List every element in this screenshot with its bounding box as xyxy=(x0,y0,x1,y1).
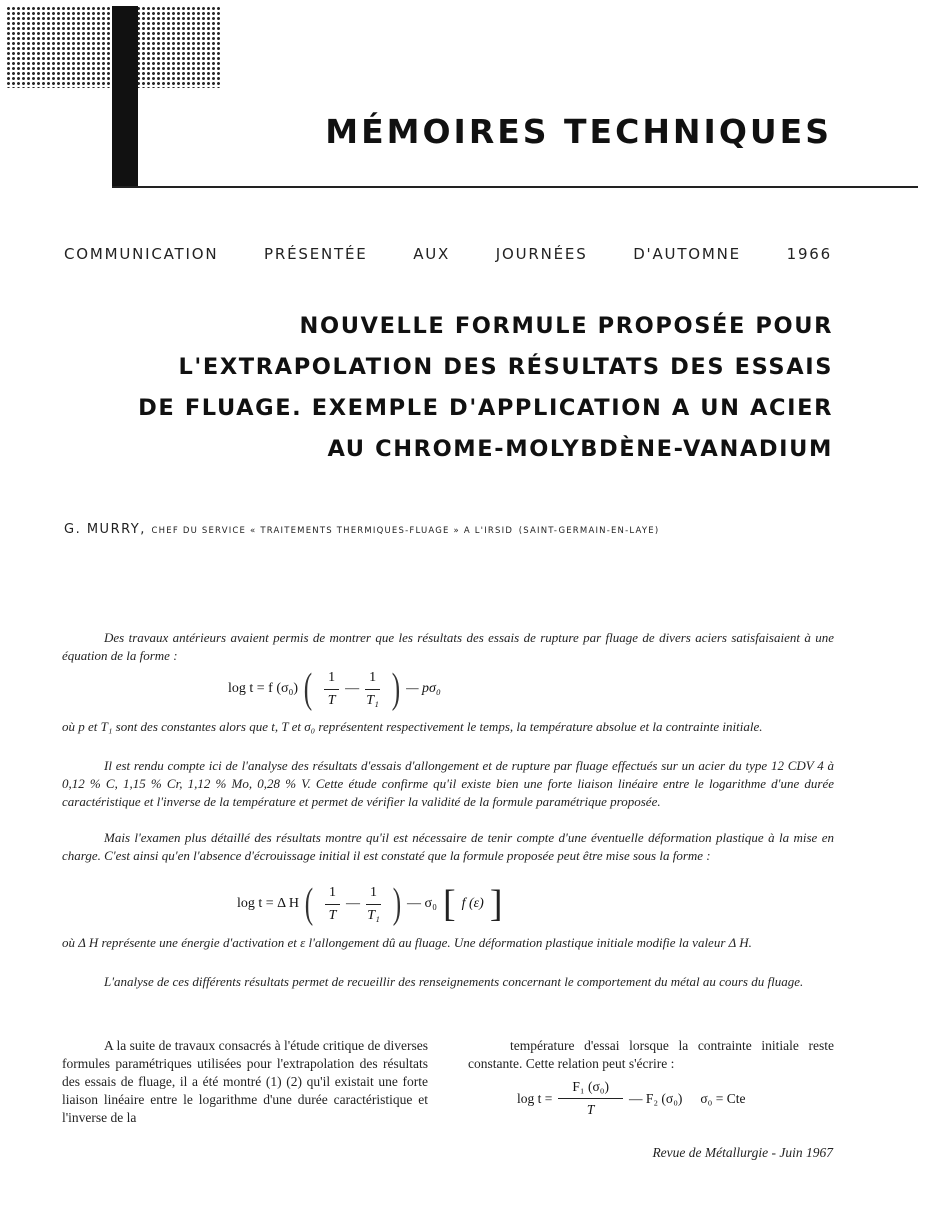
fraction-numerator: 1 xyxy=(324,670,339,690)
body-paragraph: A la suite de travaux consacrés à l'étude critique de diverses formules paramétriques utilisées pour l'extrapolation des résultats des essais de fluage, il a été montré (1) (2) qu'il existait une forte liaison linéaire entre le logarithme d'une durée caractéristique et l'inverse de la xyxy=(62,1038,428,1125)
left-paren: ( xyxy=(304,881,314,927)
formula-2 xyxy=(237,883,509,925)
abstract-paragraph: où p et T₁ sont des constantes alors que t, T et σ₀ représentent respectivement le temps, la température absolue et la contrainte initiale. xyxy=(62,719,763,734)
section-title: MÉMOIRES TECHNIQUES xyxy=(325,112,832,151)
fraction xyxy=(324,670,339,709)
communication-word: PRÉSENTÉE xyxy=(264,245,368,263)
title-line: DE FLUAGE. EXEMPLE D'APPLICATION A UN ACIER xyxy=(138,395,833,421)
fraction xyxy=(558,1079,623,1118)
right-bracket: ] xyxy=(489,883,503,925)
abstract-paragraph: L'analyse de ces différents résultats permet de recueillir des renseignements concernant le comportement du métal au cours du fluage. xyxy=(104,974,804,989)
body-paragraph: température d'essai lorsque la contrainte initiale reste constante. Cette relation peut s'écrire : xyxy=(468,1038,834,1071)
title-line: L'EXTRAPOLATION DES RÉSULTATS DES ESSAIS xyxy=(178,354,833,380)
fraction xyxy=(366,885,381,924)
fraction-denominator: T₁ xyxy=(366,692,379,708)
article-title xyxy=(60,306,833,470)
title-line: NOUVELLE FORMULE PROPOSÉE POUR xyxy=(299,313,833,339)
fraction-denominator: T₁ xyxy=(367,907,380,923)
fraction xyxy=(365,670,380,709)
fraction-denominator: T xyxy=(586,1102,595,1117)
body-column-left xyxy=(62,1037,428,1127)
fraction-numerator: 1 xyxy=(366,885,381,905)
communication-year: 1966 xyxy=(786,245,832,263)
formula-1-lhs: log t = f (σ₀) xyxy=(228,681,299,696)
minus-sign: — xyxy=(346,896,361,911)
left-paren: ( xyxy=(303,666,313,712)
formula-3 xyxy=(517,1079,746,1118)
fraction-numerator: 1 xyxy=(365,670,380,690)
author-line xyxy=(64,522,659,537)
abstract-paragraph: Il est rendu compte ici de l'analyse des résultats d'essais d'allongement et de rupture par fluage effectués sur un acier du type 12 CDV 4 à 0,12 % C, 1,15 % Cr, 1,12 % Mo, 0,28 % V. Cette étude confirme qu'il existe bien une forte liaison linéaire entre le logarithme d'une durée caractéristique et l'inverse de la température et permet de vérifier la validité de la formule paramétrique proposée. xyxy=(62,758,834,809)
formula-2-mid: — σ₀ xyxy=(407,896,437,911)
left-bracket: [ xyxy=(442,883,456,925)
formula-1-tail: — pσ₀ xyxy=(406,681,441,696)
fraction xyxy=(325,885,340,924)
fraction-denominator: T xyxy=(328,907,337,923)
formula-3-condition: σ₀ = Cte xyxy=(700,1090,746,1106)
minus-sign: — xyxy=(345,681,360,696)
author-name: G. MURRY, xyxy=(64,522,146,537)
communication-word: AUX xyxy=(413,245,451,263)
communication-word: COMMUNICATION xyxy=(64,245,219,263)
abstract-paragraph: Des travaux antérieurs avaient permis de montrer que les résultats des essais de rupture par fluage de divers aciers satisfaisaient à une équation de la forme : xyxy=(62,630,834,663)
formula-3-tail: — F₂ (σ₀) xyxy=(628,1090,683,1106)
body-column-right xyxy=(468,1037,834,1073)
title-line: AU CHROME-MOLYBDÈNE-VANADIUM xyxy=(327,436,833,462)
header-black-bar xyxy=(112,6,138,187)
author-place: (SAINT-GERMAIN-EN-LAYE) xyxy=(518,526,660,536)
formula-2-inner: f (ε) xyxy=(461,896,484,911)
fraction-numerator: 1 xyxy=(325,885,340,905)
header-rule xyxy=(112,186,918,188)
right-paren: ) xyxy=(392,881,402,927)
communication-word: D'AUTOMNE xyxy=(633,245,741,263)
abstract-paragraph: Mais l'examen plus détaillé des résultats montre qu'il est nécessaire de tenir compte d'une éventuelle déformation plastique à la mise en charge. C'est ainsi qu'en l'absence d'écrouissage initial il est constaté que la formule proposée peut être mise sous la forme : xyxy=(62,830,834,863)
formula-1 xyxy=(228,668,441,710)
formula-2-lhs: log t = Δ H xyxy=(237,896,300,911)
right-paren: ) xyxy=(391,666,401,712)
communication-line xyxy=(64,245,832,263)
fraction-denominator: T xyxy=(327,692,336,708)
communication-word: JOURNÉES xyxy=(495,245,588,263)
abstract-paragraph: où Δ H représente une énergie d'activation et ε l'allongement dû au fluage. Une déformation plastique initiale modifie la valeur Δ H. xyxy=(62,935,752,950)
formula-3-lhs: log t = xyxy=(517,1090,553,1106)
fraction-numerator: F₁ (σ₀) xyxy=(558,1079,623,1099)
author-role: CHEF DU SERVICE « TRAITEMENTS THERMIQUES-FLUAGE » A L'IRSID xyxy=(151,526,514,536)
journal-footer: Revue de Métallurgie - Juin 1967 xyxy=(652,1145,833,1160)
